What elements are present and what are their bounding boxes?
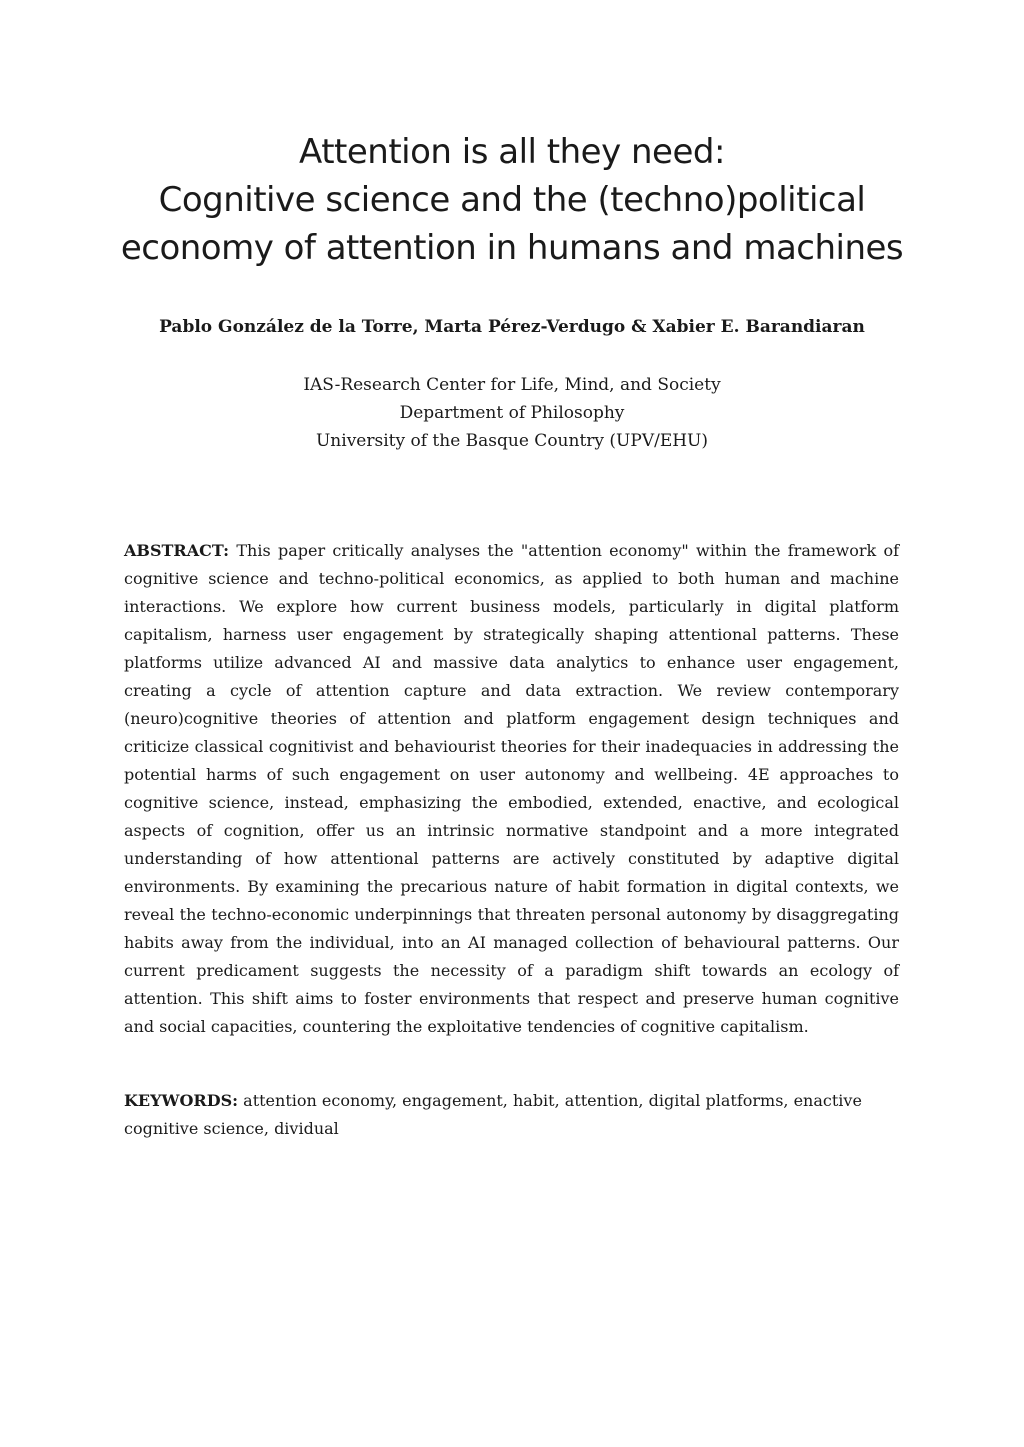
abstract-text: This paper critically analyses the "attention economy" within the framework of cognitive science and techno-political economics, as applied to both human and machine interactions. We explore how current business models, particularly in digital platform capitalism, harness user engagement by strategically shaping attentional patterns. These platforms utilize advanced AI and massive data analytics to enhance user engagement, creating a cycle of attention capture and data extraction. We review contemporary (neuro)cognitive theories of attention and platform engagement design techniques and criticize classical cognitivist and behaviourist theories for their inadequacies in addressing the potential harms of such engagement on user autonomy and wellbeing. 4E approaches to cognitive science, instead, emphasizing the embodied, extended, enactive, and ecological aspects of cognition, offer us an intrinsic normative standpoint and a more integrated understanding of how attentional patterns are actively constituted by adaptive digital environments. By examining the precarious nature of habit formation in digital contexts, we reveal the techno-economic underpinnings that threaten personal autonomy by disaggregating habits away from the individual, into an AI managed collection of behavioural patterns. Our current predicament suggests the necessity of a paradigm shift towards an ecology of attention. This shift aims to foster environments that respect and preserve human cognitive and social capacities, countering the exploitative tendencies of cognitive capitalism. [124, 541, 899, 1036]
abstract [124, 537, 899, 1041]
abstract-label: ABSTRACT: [124, 541, 230, 560]
keywords-label: KEYWORDS: [124, 1091, 239, 1110]
affiliation-line-3: University of the Basque Country (UPV/EHU) [315, 431, 709, 451]
keywords [124, 1087, 899, 1143]
title-line-1: Attention is all they need: [299, 132, 725, 172]
paper-title [0, 128, 1024, 272]
title-line-2: Cognitive science and the (techno)political [158, 180, 866, 220]
affiliation [0, 371, 1024, 455]
keywords-text: attention economy, engagement, habit, attention, digital platforms, enactive cognitive science, dividual [124, 1091, 862, 1138]
affiliation-line-1: IAS-Research Center for Life, Mind, and Society [303, 375, 721, 395]
author-list: Pablo González de la Torre, Marta Pérez-Verdugo & Xabier E. Barandiaran [159, 317, 865, 337]
affiliation-line-2: Department of Philosophy [399, 403, 625, 423]
title-line-3: economy of attention in humans and machines [120, 228, 904, 268]
